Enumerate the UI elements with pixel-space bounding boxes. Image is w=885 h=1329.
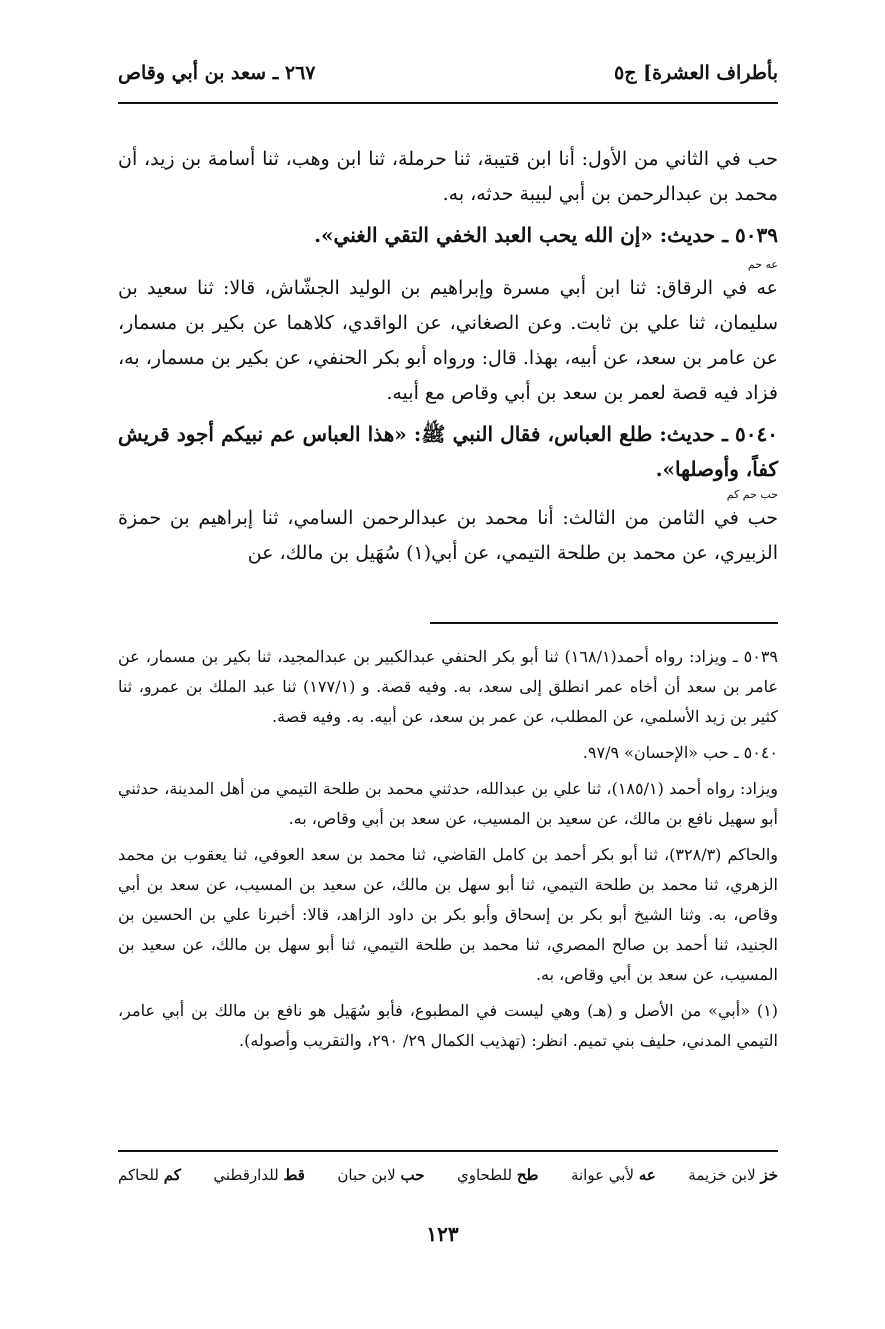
footnote-5040: ٥٠٤٠ ـ حب «الإحسان» ٩٧/٩. <box>582 743 778 762</box>
footnote-1: (١) «أبي» من الأصل و (هـ) وهي ليست في المطبوع، فأبو سُهَيل هو نافع بن مالك بن أبي عامر، التيمي المدني، حليف بني تميم. انظر: (تهذيب الكمال ٢٩/ ٢٩٠، والتقريب وأصوله). <box>118 1001 778 1050</box>
abbreviation-rule <box>118 1150 778 1152</box>
header-book-volume: بأطراف العشرة] ج٥ <box>614 62 778 84</box>
abbreviation-item: خز لابن خزيمة <box>688 1166 778 1184</box>
paragraph-abu-awana: عه في الرقاق: ثنا ابن أبي مسرة وإبراهيم بن الوليد الجشّاش، قالا: ثنا سعيد بن سليمان، ثنا علي بن ثابت. وعن الصغاني، عن الواقدي، كلاهما عن بكير بن مسمار، عن عامر بن سعد، عن أبيه، بهذا. قال: ورواه أبو بكر الحنفي، عن بكير بن مسمار، به، فزاد فيه قصة لعمر بن سعد بن أبي وقاص مع أبيه. <box>118 277 778 404</box>
page-number: ١٢٣ <box>426 1222 459 1246</box>
footnote-ahmad: ويزاد: رواه أحمد (١٨٥/١)، ثنا علي بن عبدالله، حدثني محمد بن طلحة التيمي من أهل المدينة، حدثني أبو سهيل نافع بن مالك، عن سعيد بن المسيب، عن سعد بن أبي وقاص، به. <box>118 779 779 828</box>
abbreviation-item: قط للدارقطني <box>213 1166 305 1184</box>
footnote-hakim: والحاكم (٣٢٨/٣)، ثنا أبو بكر أحمد بن كامل القاضي، ثنا محمد بن سعد العوفي، ثنا يعقوب بن محمد الزهري، ثنا محمد بن طلحة التيمي، ثنا أبو سهل بن مالك، عن سعيد بن المسيب، عن سعد بن أبي وقاص، به. وثنا الشيخ أبو بكر بن إسحاق وأبو بكر بن داود الزاهد، قالا: أخبرنا علي بن الحسين بن الجنيد، ثنا أحمد بن صالح المصري، ثنا محمد بن طلحة التيمي، ثنا أبو سهل بن مالك، عن سعيد بن المسيب، عن سعد بن أبي وقاص، به. <box>118 845 779 984</box>
hadith-number: ٥٠٣٩ <box>735 223 778 247</box>
abbreviation-item: عه لأبي عوانة <box>570 1166 656 1184</box>
hadith-5040-heading <box>118 417 778 487</box>
abbreviation-item: حب لابن حبان <box>337 1166 425 1184</box>
abbreviation-key <box>118 1166 778 1184</box>
footnotes <box>118 642 778 1062</box>
header-chapter-title: ٢٦٧ ـ سعد بن أبي وقاص <box>118 62 316 84</box>
footnote-separator <box>430 622 778 624</box>
abbreviation-item: طح للطحاوي <box>456 1166 539 1184</box>
hadith-5039-heading <box>118 218 778 253</box>
header-rule <box>118 102 778 104</box>
paragraph-ibn-hibban-1: حب في الثاني من الأول: أنا ابن قتيبة، ثنا حرملة، ثنا ابن وهب، ثنا أسامة بن زيد، أن محمد بن عبدالرحمن بن أبي لبيبة حدثه، به. <box>118 148 778 205</box>
hadith-text: ـ حديث: طلع العباس، فقال النبي ﷺ: «هذا العباس عم نبيكم أجود قريش كفاً، وأوصلها». <box>118 422 778 481</box>
abbreviation-item: كم للحاكم <box>118 1166 181 1184</box>
hadith-number: ٥٠٤٠ <box>735 422 778 446</box>
paragraph-ibn-hibban-2: حب في الثامن من الثالث: أنا محمد بن عبدالرحمن السامي، ثنا إبراهيم بن حمزة الزبيري، عن محمد بن طلحة التيمي، عن أبي(١) سُهَيل بن مالك، عن <box>118 507 778 564</box>
running-header <box>118 62 778 96</box>
main-text <box>118 142 778 577</box>
source-sigla: عه حم <box>747 258 778 271</box>
source-sigla: حب حم كم <box>726 488 778 501</box>
footnote-5039: ٥٠٣٩ ـ ويزاد: رواه أحمد(١٦٨/١) ثنا أبو بكر الحنفي عبدالكبير بن عبدالمجيد، ثنا بكير بن مسمار، عن عامر بن سعد أن أخاه عمر انطلق إلى سعد، به. وفيه قصة. و (١٧٧/١) ثنا عبد الملك بن عمرو، ثنا كثير بن زيد الأسلمي، عن المطلب، عن عمر بن سعد، عن أبيه. به. وفيه قصة. <box>118 647 779 726</box>
hadith-text: ـ حديث: «إن الله يحب العبد الخفي التقي الغني». <box>314 223 729 247</box>
